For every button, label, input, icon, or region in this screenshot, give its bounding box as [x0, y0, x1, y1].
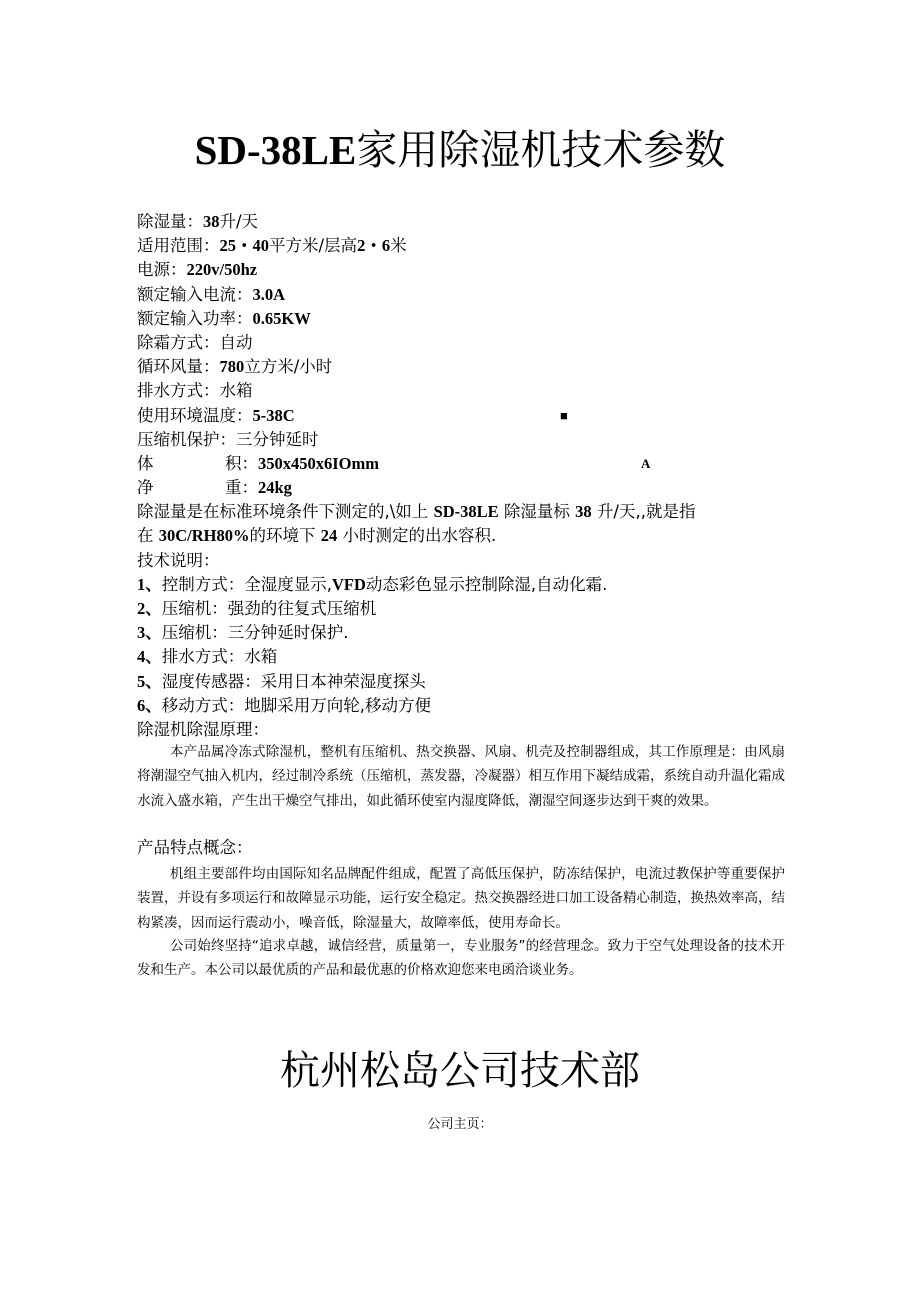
features-paragraph-1: 机组主要部件均由国际知名品牌配件组成，配置了高低压保护，防冻结保护，电流过教保护等重要保护装置，并设有多项运行和故障显示功能，运行安全稳定。热交换器经进口加工设备精心制造，换热效率高，结构紧凑，因而运行震动小，噪音低，除湿量大，故障率低，使用寿命长。 — [137, 866, 785, 931]
page-title — [0, 124, 920, 176]
square-mark: ■ — [560, 407, 568, 423]
principle-heading: 除湿机除湿原理： — [137, 719, 269, 739]
spec-airflow: 循环风量：780立方米/小时 — [137, 357, 333, 377]
spec-dehumidify: 除湿量：38升/天 — [137, 212, 259, 231]
spec-temperature: 使用环境温度：5-38C ■ — [137, 404, 797, 428]
tech-item: 6、移动方式：地脚采用万向轮,移动方便 — [137, 695, 431, 715]
tech-item: 1、控制方式：全湿度显示,VFD动态彩色显示控制除湿,自动化霜. — [137, 574, 608, 594]
features-heading: 产品特点概念： — [137, 838, 253, 857]
tech-item: 4、排水方式：水箱 — [137, 647, 278, 667]
title-text: 家用除湿机技术参数 — [356, 126, 726, 174]
features-paragraph-2: 公司始终坚持“追求卓越，诚信经营，质量第一，专业服务”的经营理念。致力于空气处理设备的技术开发和生产。本公司以最优质的产品和最优惠的价格欢迎您来电函洽谈业务。 — [137, 938, 785, 979]
spec-weight: 净 重：24kg — [137, 478, 292, 498]
spec-current: 额定输入电流：3.0A — [137, 284, 286, 304]
spec-range: 适用范围：25・40平方米/层高2・6米 — [137, 236, 407, 256]
spec-power-supply: 电源：220v/50hz — [137, 260, 258, 280]
spec-defrost: 除霜方式：自动 — [137, 332, 253, 352]
spec-power: 额定输入功率：0.65KW — [137, 308, 311, 328]
tech-heading: 技术说明： — [137, 550, 220, 570]
note-line-2: 在 30C/RH80%的环境下 24 小时测定的出水容积. — [137, 526, 497, 546]
principle-paragraph: 本产品属冷冻式除湿机，整机有压缩机、热交换器、风扇、机壳及控制器组成，其工作原理是：由风扇将潮湿空气抽入机内，经过制冷系统（压缩机，蒸发器，冷凝器）相互作用下凝结成霜，系统自动升温化霜成水流入盛水箱，产生出干燥空气排出，如此循环使室内湿度降低，潮湿空间逐步达到干爽的效果。 — [137, 744, 785, 809]
homepage-label: 公司主页： — [427, 1117, 493, 1132]
spec-list — [137, 210, 797, 742]
tech-item: 2、压缩机：强劲的往复式压缩机 — [137, 599, 377, 618]
spec-volume: 体 积：350x450x6IOmm A — [137, 452, 797, 476]
department-name: 杭州松岛公司技术部 — [280, 1048, 640, 1094]
tech-item: 5、湿度传感器：采用日本神荣湿度探头 — [137, 671, 426, 691]
spec-compressor-protect: 压缩机保护：三分钟延时 — [137, 429, 319, 449]
note-line-1: 除湿量是在标准环境条件下测定的,\如上 SD-38LE 除湿量标 38 升/天,,就是指 — [137, 502, 696, 522]
tech-item: 3、压缩机：三分钟延时保护. — [137, 623, 349, 643]
letter-mark: A — [641, 455, 651, 471]
spec-drainage: 排水方式：水箱 — [137, 381, 253, 401]
model-number: SD-38LE — [194, 127, 357, 173]
